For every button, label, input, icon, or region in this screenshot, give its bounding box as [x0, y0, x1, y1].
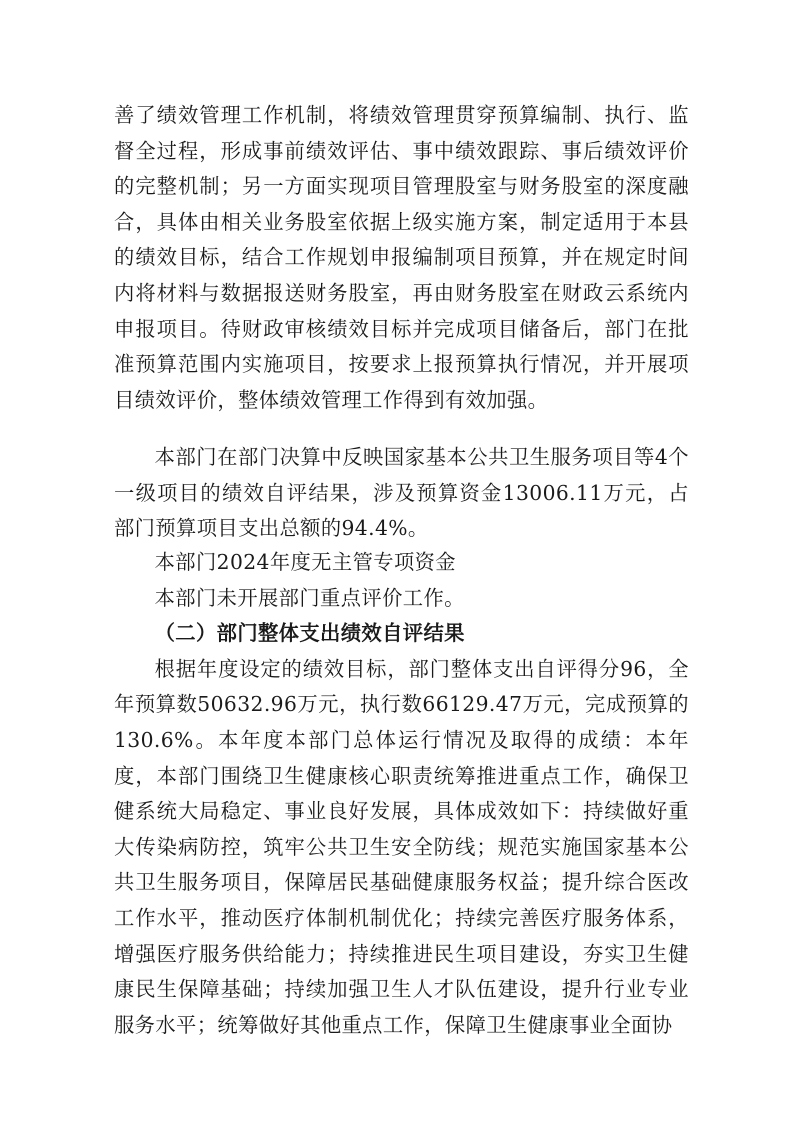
text-block-main: [114, 545, 689, 1043]
section-heading: （二）部门整体支出绩效自评结果: [154, 621, 465, 646]
special-funds-line: 本部门2024年度无主管专项资金: [154, 550, 456, 574]
continuation-paragraph: 善了绩效管理工作机制，将绩效管理贯穿预算编制、执行、监督全过程，形成事前绩效评估、事中绩效跟踪、事后绩效评价的完整机制；另一方面实现项目管理股室与财务股室的深度融合，具体由相关业务股室依据上级实施方案，制定适用于本县的绩效目标，结合工作规划申报编制项目预算，并在规定时间内将材料与数据报送财务股室，再由财务股室在财政云系统内申报项目。待财政审核绩效目标并完成项目储备后，部门在批准预算范围内实施项目，按要求上报预算执行情况，并开展项目绩效评价，整体绩效管理工作得到有效加强。: [114, 103, 689, 412]
overall-paragraph: 根据年度设定的绩效目标，部门整体支出自评得分96，全年预算数50632.96万元，执行数66129.47万元，完成预算的130.6%。本年度本部门总体运行情况及取得的成绩：本年度，本部门围绕卫生健康核心职责统筹推进重点工作，确保卫健系统大局稳定、事业良好发展，具体成效如下：持续做好重大传染病防控，筑牢公共卫生安全防线；规范实施国家基本公共卫生服务项目，保障居民基础健康服务权益；提升综合医改工作水平，推动医疗体制机制优化；持续完善医疗服务体系，增强医疗服务供给能力；持续推进民生项目建设，夯实卫生健康民生保障基础；持续加强卫生人才队伍建设，提升行业专业服务水平；统筹做好其他重点工作，保障卫生健康事业全面协: [114, 656, 689, 1037]
key-eval-line: 本部门未开展部门重点评价工作。: [154, 585, 465, 610]
self-eval-paragraph: 本部门在部门决算中反映国家基本公共卫生服务项目等4个一级项目的绩效自评结果，涉及预算资金13006.11万元，占部门预算项目支出总额的94.4%。: [114, 445, 689, 541]
text-block-continuation: [114, 98, 689, 418]
text-block-self-eval: [114, 440, 689, 547]
